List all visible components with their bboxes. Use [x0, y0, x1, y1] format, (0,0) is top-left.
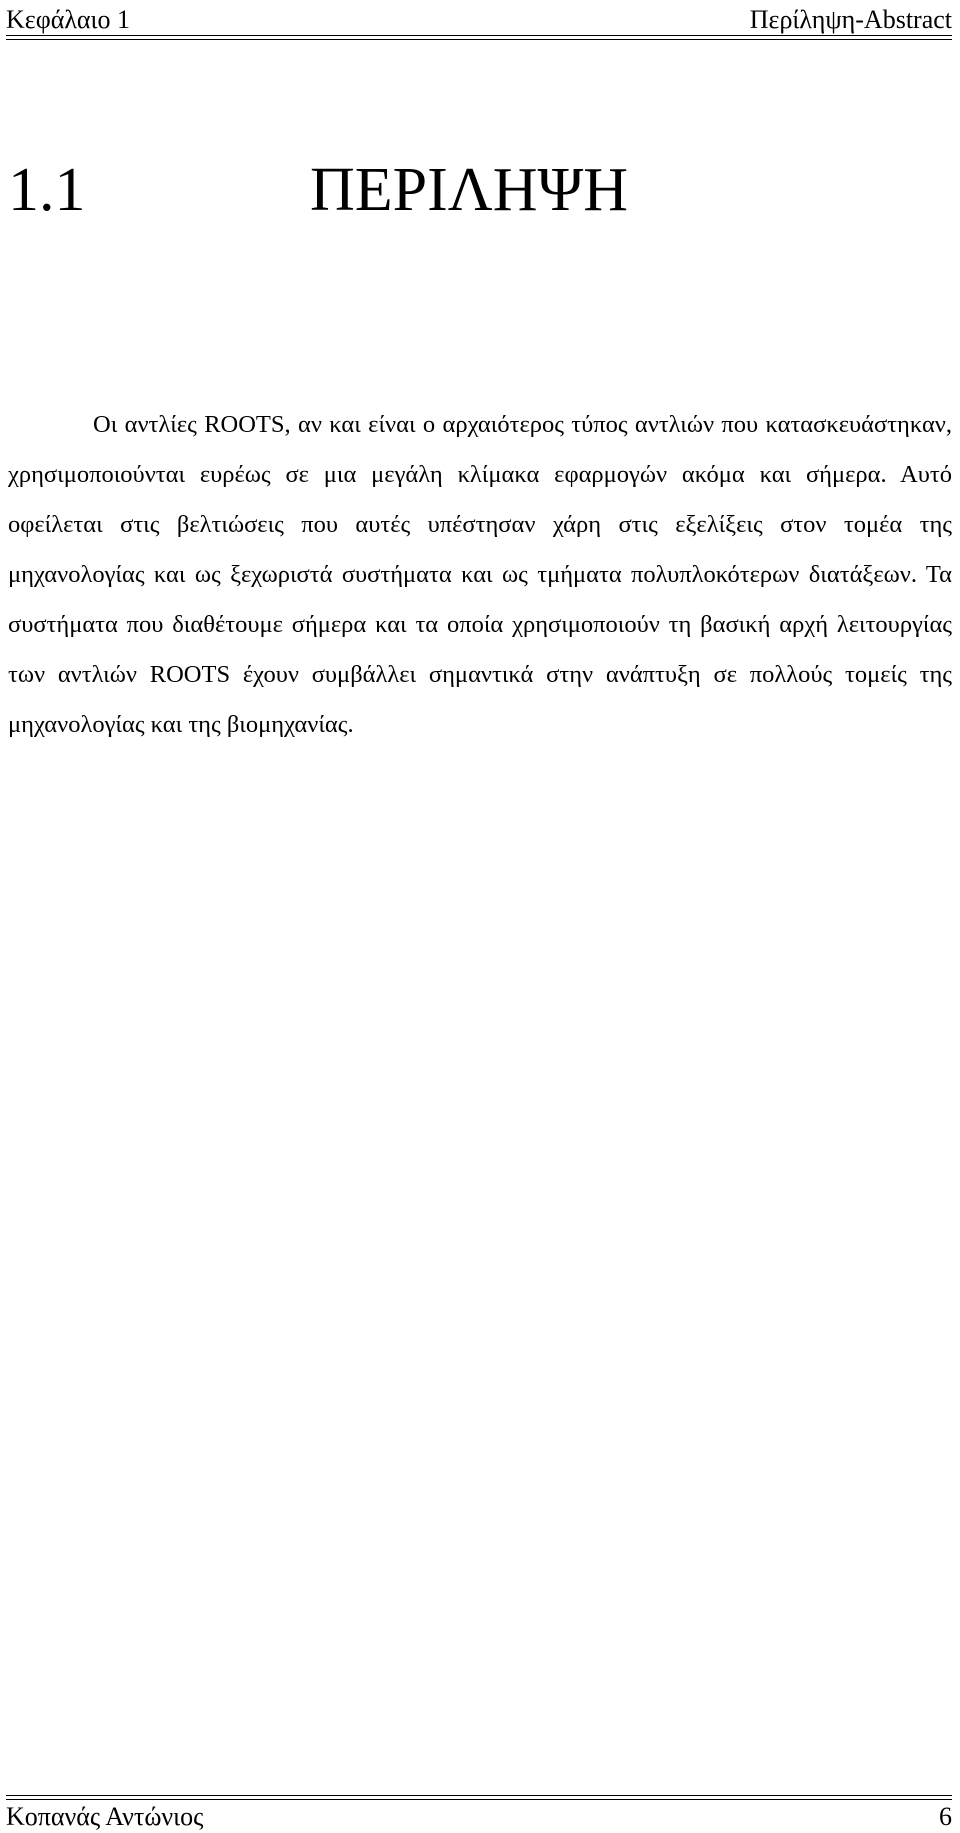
- header-rule: [6, 35, 952, 36]
- header-chapter: Κεφάλαιο 1: [6, 5, 131, 34]
- page-header: [6, 0, 952, 36]
- abstract-paragraph: Οι αντλίες ROOTS, αν και είναι ο αρχαιότερος τύπος αντλιών που κατασκευάστηκαν, χρησιμοποιούνται ευρέως σε μια μεγάλη κλίμακα εφαρμογών ακόμα και σήμερα. Αυτό οφείλεται στις βελτιώσεις που αυτές υπέστησαν χάρη στις εξελίξεις στον τομέα της μηχανολογίας και ως ξεχωριστά συστήματα και ως τμήματα πολυπλοκότερων διατάξεων. Τα συστήματα που διαθέτουμε σήμερα και τα οποία χρησιμοποιούν τη βασική αρχή λειτουργίας των αντλιών ROOTS έχουν συμβάλλει σημαντικά στην ανάπτυξη σε πολλούς τομείς της μηχανολογίας και της βιομηχανίας.: [8, 411, 952, 738]
- header-section: Περίληψη-Abstract: [749, 5, 952, 34]
- page-number: 6: [939, 1801, 952, 1831]
- footer-author: Κοπανάς Αντώνιος: [6, 1801, 204, 1831]
- section-heading: [8, 150, 948, 230]
- footer-rule: [6, 1795, 952, 1796]
- heading-number: 1.1: [8, 156, 86, 224]
- header-rule-secondary: [6, 39, 952, 40]
- page-footer: [6, 1800, 952, 1833]
- heading-title: ΠΕΡΙΛΗΨΗ: [310, 156, 629, 224]
